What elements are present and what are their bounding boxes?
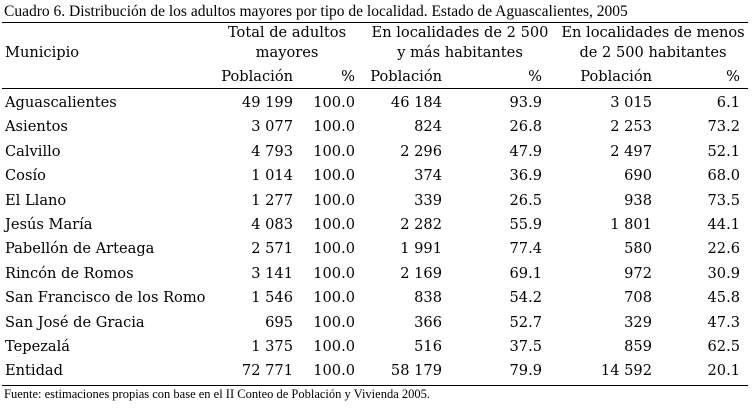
pct-urban-cell: 77.4 [509, 240, 542, 258]
pct-urban-cell: 54.2 [509, 289, 542, 307]
municipio-cell: Tepezalá [5, 338, 70, 355]
pct-total-cell: 100.0 [313, 142, 355, 160]
pct-total-cell: 100.0 [313, 313, 355, 331]
pct-total-cell: 100.0 [313, 289, 355, 307]
poblacion-urban-cell: 58 179 [390, 362, 442, 380]
poblacion-urban-cell: 2 296 [400, 142, 442, 160]
pct-total-cell: 100.0 [313, 118, 355, 136]
poblacion-total-cell: 4 083 [251, 216, 293, 233]
table-title: Cuadro 6. Distribución de los adultos mayores por tipo de localidad. Estado de Aguascalientes, 2005 [4, 3, 628, 20]
municipio-cell: San José de Gracia [5, 313, 145, 331]
poblacion-rural-cell: 3 015 [610, 94, 652, 111]
pct-urban-cell: 47.9 [509, 142, 542, 160]
poblacion-rural-cell: 2 253 [610, 118, 652, 136]
pct-urban-cell: 26.8 [509, 118, 542, 136]
pct-total-cell: 100.0 [313, 167, 355, 185]
poblacion-rural-cell: 938 [624, 191, 652, 209]
subheader-poblacion-total: Población [221, 68, 293, 85]
group-total-line2: mayores [255, 44, 319, 61]
pct-rural-cell: 22.6 [707, 240, 740, 258]
subheader-pct-urban: % [528, 68, 542, 85]
pct-rural-cell: 73.2 [707, 118, 740, 136]
poblacion-urban-cell: 2 282 [400, 216, 442, 233]
pct-total-cell: 100.0 [313, 240, 355, 258]
municipio-cell: El Llano [5, 191, 67, 209]
poblacion-total-cell: 4 793 [251, 142, 293, 160]
poblacion-total-cell: 1 014 [251, 167, 293, 185]
poblacion-total-cell: 1 375 [251, 338, 293, 355]
group-total-line1: Total de adultos [227, 24, 347, 41]
group-urban-line2: y más habitantes [397, 44, 523, 61]
subheader-poblacion-urban: Población [370, 68, 442, 85]
municipio-cell: Asientos [5, 118, 68, 136]
poblacion-urban-cell: 366 [414, 313, 442, 331]
poblacion-total-cell: 1 546 [251, 289, 293, 307]
poblacion-urban-cell: 824 [414, 118, 442, 136]
pct-rural-cell: 73.5 [707, 191, 740, 209]
poblacion-urban-cell: 2 169 [400, 264, 442, 282]
municipio-cell: Calvillo [5, 142, 61, 160]
municipio-header: Municipio [5, 44, 80, 61]
pct-urban-cell: 55.9 [509, 216, 542, 233]
municipio-cell: Rincón de Romos [5, 264, 134, 282]
pct-rural-cell: 44.1 [707, 216, 740, 233]
poblacion-total-cell: 3 077 [251, 118, 293, 136]
group-rural-line1: En localidades de menos [561, 24, 745, 41]
pct-urban-cell: 52.7 [509, 313, 542, 331]
poblacion-total-cell: 72 771 [241, 362, 293, 380]
pct-total-cell: 100.0 [313, 362, 355, 380]
pct-rural-cell: 52.1 [707, 142, 740, 160]
pct-rural-cell: 6.1 [716, 94, 740, 111]
poblacion-total-cell: 1 277 [251, 191, 293, 209]
pct-total-cell: 100.0 [313, 338, 355, 355]
municipio-cell: Cosío [5, 167, 46, 185]
subheader-pct-total: % [341, 68, 355, 85]
pct-urban-cell: 79.9 [509, 362, 542, 380]
poblacion-urban-cell: 838 [414, 289, 442, 307]
pct-total-cell: 100.0 [313, 94, 355, 111]
pct-rural-cell: 47.3 [707, 313, 740, 331]
source-note: Fuente: estimaciones propias con base en el II Conteo de Población y Vivienda 2005. [4, 387, 431, 401]
poblacion-total-cell: 3 141 [251, 264, 293, 282]
poblacion-urban-cell: 1 991 [400, 240, 442, 258]
top-rule [2, 22, 748, 23]
poblacion-total-cell: 49 199 [241, 94, 293, 111]
bottom-rule [2, 385, 748, 386]
poblacion-rural-cell: 708 [624, 289, 652, 307]
poblacion-rural-cell: 690 [624, 167, 652, 185]
municipio-cell: Jesús María [5, 216, 93, 233]
municipio-cell: Entidad [5, 362, 63, 380]
subheader-poblacion-rural: Población [580, 68, 652, 85]
poblacion-rural-cell: 14 592 [600, 362, 652, 380]
pct-rural-cell: 68.0 [707, 167, 740, 185]
poblacion-rural-cell: 329 [624, 313, 652, 331]
pct-total-cell: 100.0 [313, 264, 355, 282]
pct-urban-cell: 69.1 [509, 264, 542, 282]
poblacion-urban-cell: 516 [414, 338, 442, 355]
poblacion-rural-cell: 859 [624, 338, 652, 355]
poblacion-total-cell: 695 [265, 313, 293, 331]
poblacion-urban-cell: 374 [414, 167, 442, 185]
pct-rural-cell: 62.5 [707, 338, 740, 355]
poblacion-urban-cell: 339 [414, 191, 442, 209]
poblacion-rural-cell: 1 801 [610, 216, 652, 233]
subheader-pct-rural: % [726, 68, 740, 85]
group-urban-line1: En localidades de 2 500 [371, 24, 549, 41]
pct-urban-cell: 36.9 [509, 167, 542, 185]
municipio-cell: San Francisco de los Romo [5, 289, 206, 307]
municipio-cell: Aguascalientes [5, 94, 117, 111]
pct-rural-cell: 45.8 [707, 289, 740, 307]
poblacion-rural-cell: 580 [624, 240, 652, 258]
municipio-cell: Pabellón de Arteaga [5, 240, 155, 258]
poblacion-rural-cell: 2 497 [610, 142, 652, 160]
poblacion-rural-cell: 972 [624, 264, 652, 282]
pct-urban-cell: 26.5 [509, 191, 542, 209]
pct-urban-cell: 37.5 [509, 338, 542, 355]
pct-total-cell: 100.0 [313, 216, 355, 233]
pct-rural-cell: 30.9 [707, 264, 740, 282]
pct-total-cell: 100.0 [313, 191, 355, 209]
poblacion-urban-cell: 46 184 [390, 94, 442, 111]
poblacion-total-cell: 2 571 [251, 240, 293, 258]
pct-rural-cell: 20.1 [707, 362, 740, 380]
group-rural-line2: de 2 500 habitantes [579, 44, 727, 61]
header-rule [2, 88, 748, 89]
pct-urban-cell: 93.9 [509, 94, 542, 111]
